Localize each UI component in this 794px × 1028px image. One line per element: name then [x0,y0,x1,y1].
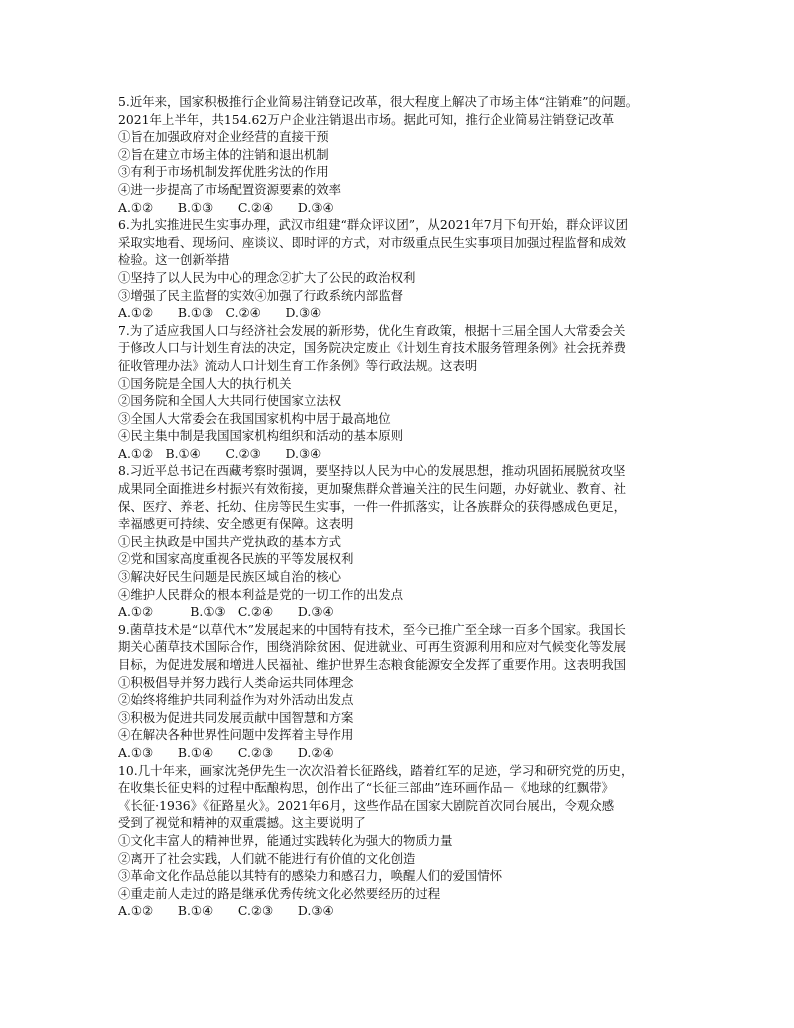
option-line: ①坚持了以人民为中心的理念②扩大了公民的政治权利 [118,269,416,285]
question-stem-line: 在收集长征史料的过程中酝酿构思，创作出了“长征三部曲”连环画作品－《地球的红飘带》 [118,780,614,796]
question-5 [118,93,698,216]
answer-choices: A.①② B.①③ C.②④ D.③④ [118,199,334,215]
option-line: ②国务院和全国人大共同行使国家立法权 [118,393,342,409]
option-line: ④在解决各种世界性问题中发挥着主导作用 [118,727,354,743]
option-line: ②始终将维护共同利益作为对外活动出发点 [118,692,354,708]
question-stem-line: 期关心菌草技术国际合作，围绕消除贫困、促进就业、可再生资源利用和应对气候变化等发展 [118,639,627,655]
option-line: ①积极倡导并努力践行人类命运共同体理念 [118,674,354,690]
option-line: ④重走前人走过的路是继承优秀传统文化必然要经历的过程 [118,885,441,901]
question-9 [118,621,698,762]
answer-choices: A.①② B.①④ C.②③ D.③④ [118,445,322,461]
question-10 [118,762,698,920]
answer-choices: A.①② B.①④ C.②③ D.③④ [118,903,334,919]
option-line: ③解决好民生问题是民族区域自治的核心 [118,569,342,585]
option-line: ②旨在建立市场主体的注销和退出机制 [118,146,329,162]
option-line: ①民主执政是中国共产党执政的基本方式 [118,533,342,549]
option-line: ②党和国家高度重视各民族的平等发展权利 [118,551,354,567]
question-stem-line: 8.习近平总书记在西藏考察时强调，要坚持以人民为中心的发展思想，推动巩固拓展脱贫攻坚 [118,463,626,479]
option-line: ③全国人大常委会在我国国家机构中居于最高地位 [118,410,391,426]
option-line: ①旨在加强政府对企业经营的直接干预 [118,129,329,145]
question-list [118,93,698,920]
option-line: ①文化丰富人的精神世界，能通过实践转化为强大的物质力量 [118,832,453,848]
question-stem-line: 目标，为促进发展和增进人民福祉、维护世界生态粮食能源安全发挥了重要作用。这表明我国 [118,657,627,672]
question-stem-line: 于修改人口与计划生育法的决定，国务院决定废止《计划生育技术服务管理条例》社会抚养费 [118,340,627,356]
question-stem-line: 7.为了适应我国人口与经济社会发展的新形势，优化生育政策，根据十三届全国人大常委会关 [118,322,626,338]
option-line: ③革命文化作品总能以其特有的感染力和感召力，唤醒人们的爱国情怀 [118,868,503,884]
question-stem-line: 保、医疗、养老、托幼、住房等民生实事，一件一件抓落实，让各族群众的获得感成色更足， [118,498,627,514]
question-stem-line: 《长征·1936》《征路星火》。2021年6月，这些作品在国家大剧院首次同台展出，令观众感 [118,797,615,813]
question-stem-line: 9.菌草技术是“以草代木”发展起来的中国特有技术，至今已推广至全球一百多个国家。我国长 [118,621,626,637]
question-stem-line: 5.近年来，国家积极推行企业简易注销登记改革，很大程度上解决了市场主体“注销难”的问题。 [118,94,639,109]
option-line: ④维护人民群众的根本利益是党的一切工作的出发点 [118,586,403,602]
option-line: ④民主集中制是我国国家机构组织和活动的基本原则 [118,428,403,444]
question-stem-line: 征收管理办法》流动人口计划生育工作条例》等行政法规。这表明 [118,357,478,373]
question-stem-line: 成果同全面推进乡村振兴有效衔接，更加聚焦群众普遍关注的民生问题，办好就业、教育、社 [118,481,627,497]
question-stem-line: 2021年上半年，共154.62万户企业注销退出市场。据此可知，推行企业简易注销登记改革 [118,111,615,127]
question-stem-line: 受到了视觉和精神的双重震撼。这主要说明了 [118,815,366,831]
question-8 [118,462,698,620]
answer-choices: A.①③ B.①④ C.②③ D.②④ [118,744,334,760]
option-line: ③积极为促进共同发展贡献中国智慧和方案 [118,709,354,725]
answer-choices: A.①② B.①③ C.②④ D.③④ [118,305,322,321]
option-line: ①国务院是全国人大的执行机关 [118,375,292,391]
question-stem-line: 检验。这一创新举措 [118,252,230,268]
answer-choices: A.①② B.①③ C.②④ D.③④ [118,604,334,620]
option-line: ③增强了民主监督的实效④加强了行政系统内部监督 [118,287,403,303]
question-stem-line: 采取实地看、现场问、座谈议、即时评的方式，对市级重点民生实事项目加强过程监督和成效 [118,234,627,250]
question-6 [118,216,698,322]
question-stem-line: 6.为扎实推进民生实事办理，武汉市组建“群众评议团”，从2021年7月下旬开始，群众评议团 [118,217,628,233]
question-stem-line: 10.几十年来，画家沈尧伊先生一次次沿着长征路线，踏着红军的足迹，学习和研究党的历史， [118,762,634,778]
question-7 [118,322,698,463]
option-line: ③有利于市场机制发挥优胜劣汰的作用 [118,164,329,180]
option-line: ②离开了社会实践，人们就不能进行有价值的文化创造 [118,850,416,866]
question-stem-line: 幸福感更可持续、安全感更有保障。这表明 [118,516,354,532]
option-line: ④进一步提高了市场配置资源要素的效率 [118,181,342,197]
